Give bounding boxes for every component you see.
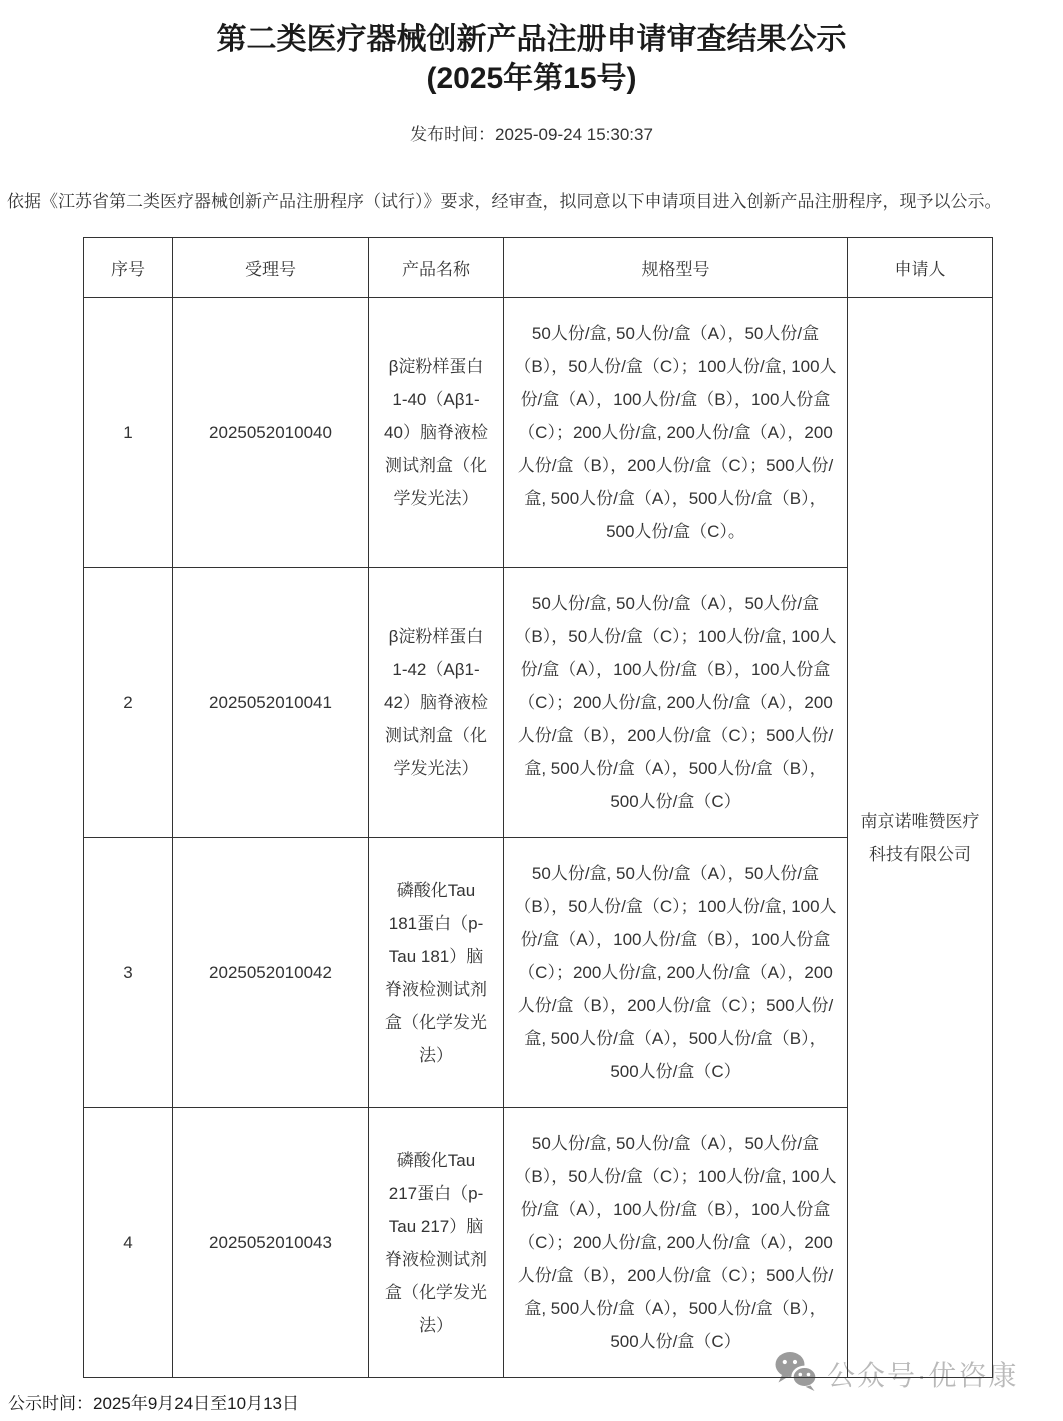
row3-seq: 3 (84, 838, 173, 1108)
page-title (0, 0, 1063, 98)
row3-acceptance-no: 2025052010042 (173, 838, 369, 1108)
row1-acceptance-no: 2025052010040 (173, 298, 369, 568)
table-header-row (84, 238, 993, 298)
applicant-cell: 南京诺唯赞医疗科技有限公司 (848, 298, 993, 1378)
row1-product-name: β淀粉样蛋白1-40（Aβ1-40）脑脊液检测试剂盒（化学发光法） (369, 298, 504, 568)
row2-product-name: β淀粉样蛋白1-42（Aβ1-42）脑脊液检测试剂盒（化学发光法） (369, 568, 504, 838)
col-header-applicant: 申请人 (848, 238, 993, 298)
public-period: 公示时间：2025年9月24日至10月13日 (8, 1394, 299, 1413)
row2-seq: 2 (84, 568, 173, 838)
row2-acceptance-no: 2025052010041 (173, 568, 369, 838)
table-row (84, 298, 993, 568)
row1-spec: 50人份/盒, 50人份/盒（A），50人份/盒（B），50人份/盒（C）；100人份/盒, 100人份/盒（A），100人份/盒（B），100人份盒（C）；200人份/盒, 200人份/盒（A），200人份/盒（B），200人份/盒（C）；500人份/盒, 500人份/盒（A），500人份/盒（B），500人份/盒（C）。 (504, 298, 848, 568)
row1-seq: 1 (84, 298, 173, 568)
results-table (83, 237, 993, 1378)
row3-product-name: 磷酸化Tau 181蛋白（p-Tau 181）脑脊液检测试剂盒（化学发光法） (369, 838, 504, 1108)
page-title-line2: (2025年第15号) (426, 62, 637, 95)
col-header-product-name: 产品名称 (369, 238, 504, 298)
row4-seq: 4 (84, 1108, 173, 1378)
intro-paragraph: 依据《江苏省第二类医疗器械创新产品注册程序（试行）》要求，经审查，拟同意以下申请项目进入创新产品注册程序，现予以公示。 (7, 192, 1002, 211)
col-header-acceptance-no: 受理号 (173, 238, 369, 298)
row3-spec: 50人份/盒, 50人份/盒（A），50人份/盒（B），50人份/盒（C）；100人份/盒, 100人份/盒（A），100人份/盒（B），100人份盒（C）；200人份/盒, 200人份/盒（A），200人份/盒（B），200人份/盒（C）；500人份/盒, 500人份/盒（A），500人份/盒（B），500人份/盒（C） (504, 838, 848, 1108)
watermark-text: 公众号·优咨康 (827, 1359, 1019, 1391)
row4-spec: 50人份/盒, 50人份/盒（A），50人份/盒（B），50人份/盒（C）；100人份/盒, 100人份/盒（A），100人份/盒（B），100人份盒（C）；200人份/盒, 200人份/盒（A），200人份/盒（B），200人份/盒（C）；500人份/盒, 500人份/盒（A），500人份/盒（B），500人份/盒（C） (504, 1108, 848, 1378)
row4-acceptance-no: 2025052010043 (173, 1108, 369, 1378)
col-header-seq: 序号 (84, 238, 173, 298)
row2-spec: 50人份/盒, 50人份/盒（A），50人份/盒（B），50人份/盒（C）；100人份/盒, 100人份/盒（A），100人份/盒（B），100人份盒（C）；200人份/盒, 200人份/盒（A），200人份/盒（B），200人份/盒（C）；500人份/盒, 500人份/盒（A），500人份/盒（B），500人份/盒（C） (504, 568, 848, 838)
page-title-line1: 第二类医疗器械创新产品注册申请审查结果公示 (216, 23, 847, 56)
publish-time: 发布时间：2025-09-24 15:30:37 (410, 125, 653, 144)
row4-product-name: 磷酸化Tau 217蛋白（p-Tau 217）脑脊液检测试剂盒（化学发光法） (369, 1108, 504, 1378)
col-header-spec: 规格型号 (504, 238, 848, 298)
